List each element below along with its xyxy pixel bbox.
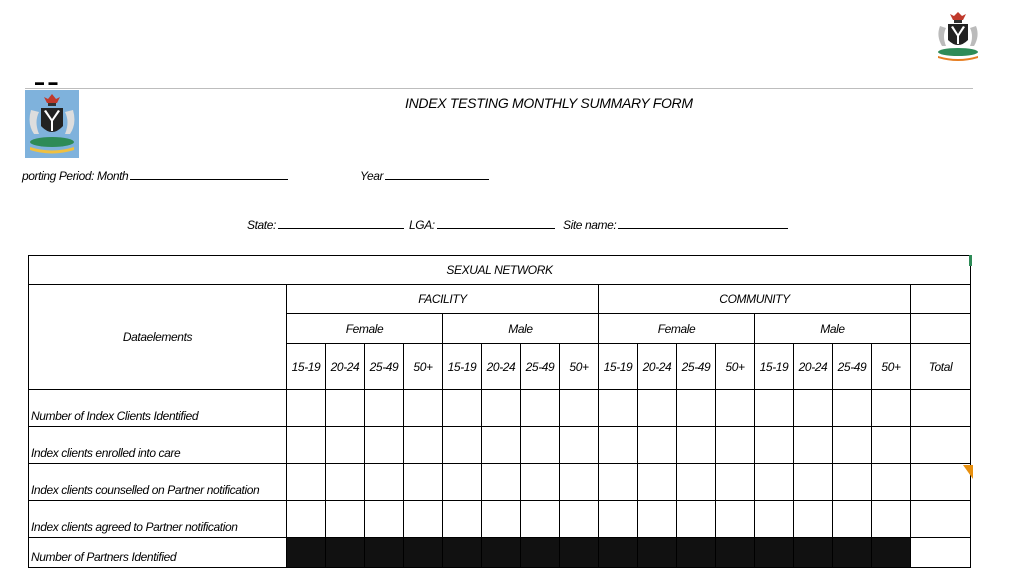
reporting-period-blank[interactable] [130, 169, 288, 180]
data-cell[interactable] [794, 464, 833, 501]
data-cell[interactable] [443, 390, 482, 427]
data-cell[interactable] [716, 501, 755, 538]
data-cell[interactable] [872, 501, 911, 538]
data-cell[interactable] [755, 501, 794, 538]
facility-male-header: Male [443, 314, 599, 344]
data-cell[interactable] [677, 390, 716, 427]
section-title: SEXUAL NETWORK [29, 256, 971, 285]
facility-header: FACILITY [287, 285, 599, 314]
coat-of-arms-icon [932, 6, 984, 62]
data-cell[interactable] [443, 464, 482, 501]
data-cell[interactable] [599, 390, 638, 427]
year-label: Year [360, 169, 384, 183]
coat-of-arms-icon [25, 90, 79, 158]
data-cell[interactable] [287, 390, 326, 427]
age-band-header: 15-19 [599, 344, 638, 390]
shaded-cell [482, 538, 521, 568]
data-cell[interactable] [404, 464, 443, 501]
data-cell[interactable] [326, 390, 365, 427]
shaded-cell [755, 538, 794, 568]
total-cell[interactable] [911, 390, 971, 427]
total-header: Total [911, 344, 971, 390]
data-cell[interactable] [560, 501, 599, 538]
shaded-cell [677, 538, 716, 568]
form-crest-panel [25, 90, 79, 158]
data-cell[interactable] [872, 464, 911, 501]
data-cell[interactable] [521, 464, 560, 501]
age-band-header: 25-49 [677, 344, 716, 390]
data-cell[interactable] [404, 390, 443, 427]
table-row [29, 390, 971, 427]
community-male-header: Male [755, 314, 911, 344]
shaded-cell [599, 538, 638, 568]
lga-field [409, 218, 555, 232]
shaded-cell [443, 538, 482, 568]
data-cell[interactable] [833, 390, 872, 427]
data-cell[interactable] [716, 390, 755, 427]
blank-header [911, 285, 971, 314]
blank-header [911, 314, 971, 344]
data-cell[interactable] [755, 427, 794, 464]
data-cell[interactable] [677, 501, 716, 538]
row-label: Index clients agreed to Partner notification [29, 501, 287, 538]
site-name-blank[interactable] [618, 218, 788, 229]
data-cell[interactable] [599, 464, 638, 501]
data-cell[interactable] [326, 501, 365, 538]
data-cell[interactable] [794, 427, 833, 464]
table-row [29, 501, 971, 538]
summary-table [28, 255, 971, 568]
age-band-header: 20-24 [326, 344, 365, 390]
data-cell[interactable] [872, 427, 911, 464]
reporting-period-field [22, 169, 288, 183]
data-cell[interactable] [443, 427, 482, 464]
data-cell[interactable] [404, 427, 443, 464]
data-cell[interactable] [521, 427, 560, 464]
data-cell[interactable] [482, 390, 521, 427]
facility-female-header: Female [287, 314, 443, 344]
data-cell[interactable] [326, 464, 365, 501]
shaded-cell [404, 538, 443, 568]
row-label: Index clients enrolled into care [29, 427, 287, 464]
shaded-cell [794, 538, 833, 568]
age-band-header: 15-19 [755, 344, 794, 390]
data-cell[interactable] [599, 501, 638, 538]
age-band-header: 50+ [404, 344, 443, 390]
data-cell[interactable] [521, 501, 560, 538]
form-top-border [25, 88, 973, 89]
data-elements-header: Dataelements [29, 285, 287, 390]
site-name-label: Site name: [563, 218, 617, 232]
total-cell[interactable] [911, 501, 971, 538]
data-cell[interactable] [482, 427, 521, 464]
lga-label: LGA: [409, 218, 435, 232]
data-cell[interactable] [638, 464, 677, 501]
age-band-header: 20-24 [482, 344, 521, 390]
corner-marks: ▬ ▬ [35, 77, 59, 87]
data-cell[interactable] [365, 390, 404, 427]
table-row [29, 464, 971, 501]
data-cell[interactable] [833, 501, 872, 538]
age-band-header: 25-49 [833, 344, 872, 390]
state-blank[interactable] [278, 218, 404, 229]
shaded-cell [716, 538, 755, 568]
form-title: INDEX TESTING MONTHLY SUMMARY FORM [405, 95, 693, 111]
shaded-cell [638, 538, 677, 568]
age-band-header: 50+ [872, 344, 911, 390]
data-cell[interactable] [443, 501, 482, 538]
total-cell[interactable] [911, 538, 971, 568]
table-row [29, 538, 971, 568]
year-field [360, 169, 489, 183]
state-label: State: [247, 218, 276, 232]
community-header: COMMUNITY [599, 285, 911, 314]
data-cell[interactable] [794, 501, 833, 538]
age-band-header: 25-49 [521, 344, 560, 390]
row-label: Index clients counselled on Partner notification [29, 464, 287, 501]
cell-comment-marker [969, 255, 972, 266]
data-cell[interactable] [716, 427, 755, 464]
year-blank[interactable] [385, 169, 489, 180]
age-band-header: 50+ [716, 344, 755, 390]
shaded-cell [872, 538, 911, 568]
data-cell[interactable] [638, 390, 677, 427]
data-cell[interactable] [599, 427, 638, 464]
data-cell[interactable] [365, 427, 404, 464]
age-band-header: 15-19 [443, 344, 482, 390]
data-cell[interactable] [560, 427, 599, 464]
age-band-header: 20-24 [638, 344, 677, 390]
age-band-header: 50+ [560, 344, 599, 390]
data-cell[interactable] [365, 464, 404, 501]
shaded-cell [326, 538, 365, 568]
data-cell[interactable] [521, 390, 560, 427]
shaded-cell [287, 538, 326, 568]
row-label: Number of Index Clients Identified [29, 390, 287, 427]
data-cell[interactable] [287, 501, 326, 538]
data-cell[interactable] [287, 464, 326, 501]
cell-note-marker [963, 465, 973, 479]
data-cell[interactable] [677, 427, 716, 464]
age-band-header: 15-19 [287, 344, 326, 390]
data-cell[interactable] [872, 390, 911, 427]
age-band-header: 25-49 [365, 344, 404, 390]
data-cell[interactable] [365, 501, 404, 538]
data-cell[interactable] [482, 464, 521, 501]
reporting-period-label: porting Period: Month [22, 169, 129, 183]
shaded-cell [833, 538, 872, 568]
site-name-field [563, 218, 788, 232]
shaded-cell [365, 538, 404, 568]
total-cell[interactable] [911, 464, 971, 501]
data-cell[interactable] [833, 427, 872, 464]
data-cell[interactable] [716, 464, 755, 501]
data-cell[interactable] [794, 390, 833, 427]
shaded-cell [560, 538, 599, 568]
data-cell[interactable] [482, 501, 521, 538]
data-cell[interactable] [833, 464, 872, 501]
data-cell[interactable] [287, 427, 326, 464]
community-female-header: Female [599, 314, 755, 344]
data-cell[interactable] [560, 390, 599, 427]
age-band-header: 20-24 [794, 344, 833, 390]
data-cell[interactable] [677, 464, 716, 501]
table-row [29, 427, 971, 464]
data-cell[interactable] [404, 501, 443, 538]
data-cell[interactable] [560, 464, 599, 501]
data-cell[interactable] [755, 390, 794, 427]
state-field [247, 218, 404, 232]
data-cell[interactable] [326, 427, 365, 464]
data-cell[interactable] [638, 427, 677, 464]
data-cell[interactable] [755, 464, 794, 501]
data-cell[interactable] [638, 501, 677, 538]
row-label: Number of Partners Identified [29, 538, 287, 568]
lga-blank[interactable] [437, 218, 555, 229]
total-cell[interactable] [911, 427, 971, 464]
shaded-cell [521, 538, 560, 568]
